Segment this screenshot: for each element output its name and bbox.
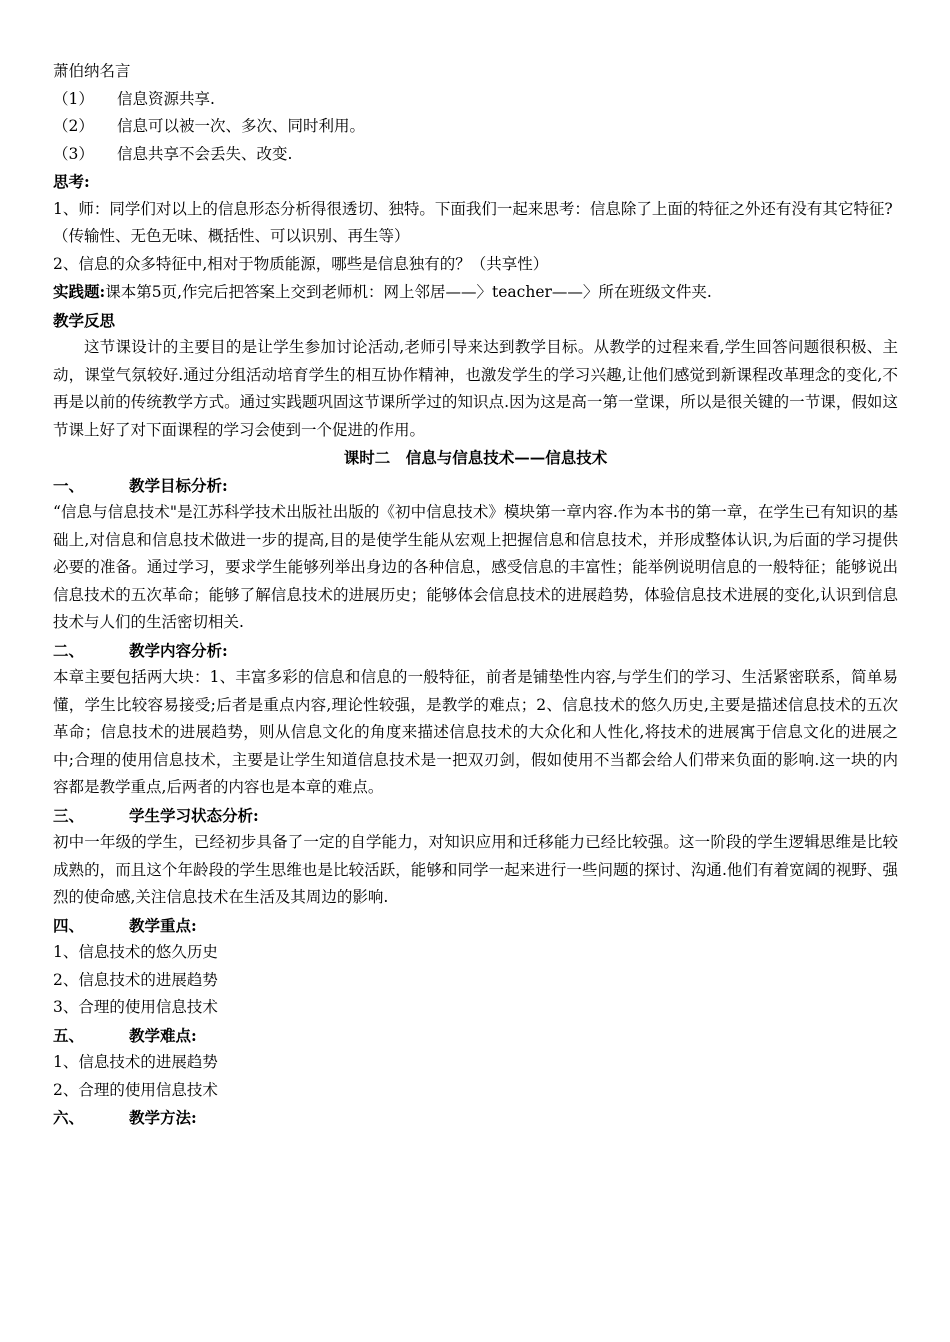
list-item: 1、信息技术的进展趋势 [53,1053,218,1071]
think-answer-1: （传输性、无色无味、概括性、可以识别、再生等） [53,227,410,245]
section-title: 教学方法: [129,1108,197,1127]
list-item [53,86,898,114]
think-question-2: 2、信息的众多特征中,相对于物质能源，哪些是信息独有的？（共享性） [53,254,549,273]
list-item: 2、合理的使用信息技术 [53,1080,218,1099]
practice-text: 课本第5页,作完后把答案上交到老师机：网上邻居——〉teacher——〉所在班级文件夹. [105,283,712,301]
item-number: （1） [53,89,94,108]
reflection-heading: 教学反思 [53,310,116,330]
section-title: 学生学习状态分析: [129,805,259,825]
section-body: 初中一年级的学生，已经初步具备了一定的自学能力，对知识应用和迁移能力已经比较强。这一阶段的学生逻辑思维是比较成熟的，而且这个年龄段的学生思维也是比较活跃，能够和同学一起来进行一些问题的探讨、沟通.他们有着宽阔的视野、强烈的使命感,关注信息技术在生活及其周边的影响. [53,833,898,906]
section-body: “信息与信息技术"是江苏科学技术出版社出版的《初中信息技术》模块第一章内容.作为本书的第一章，在学生已有知识的基础上,对信息和信息技术做进一步的提高,目的是使学生能从宏观上把握信息和信息技术，并形成整体认识,为后面的学习提供必要的准备。通过学习，要求学生能够列举出身边的各种信息，感受信息的丰富性；能举例说明信息的一般特征；能够说出信息技术的五次革命；能够了解信息技术的进展历史；能够体会信息技术的进展趋势，体验信息技术进展的变化,认识到信息技术与人们的生活密切相关. [53,503,898,631]
item-text: 信息资源共享. [117,89,215,108]
section-heading [53,1022,898,1050]
document-page [53,58,898,1132]
list-item [53,113,898,141]
section-number: 五、 [53,1025,85,1045]
think-heading: 思考: [53,172,90,191]
section-number: 四、 [53,915,85,935]
reflection-body: 这节课设计的主要目的是让学生参加讨论活动,老师引导来达到教学目标。从教学的过程来看,学生回答问题很积极、主动，课堂气氛较好.通过分组活动培育学生的相互协作精神，也激发学生的学习兴趣,让他们感觉到新课程改革理念的变化,不再是以前的传统教学方式。通过实践题巩固这节课所学过的知识点.因为这是高一第一堂课，所以是很关键的一节课，假如这节课上好了对下面课程的学习会使到一个促进的作用。 [53,338,898,439]
author-line: 萧伯纳名言 [53,62,131,80]
section-heading [53,637,898,665]
section-number: 三、 [53,805,85,825]
list-item: 1、信息技术的悠久历史 [53,943,218,961]
list-item [53,141,898,169]
section-number: 六、 [53,1108,85,1127]
practice-label: 实践题: [53,282,106,301]
item-text: 信息共享不会丢失、改变. [117,144,293,163]
item-number: （3） [53,144,94,163]
section-number: 一、 [53,475,85,495]
lesson-title: 课时二 信息与信息技术——信息技术 [343,448,608,467]
section-title: 教学重点: [129,915,197,935]
item-number: （2） [53,117,94,135]
section-title: 教学难点: [129,1025,197,1045]
think-question-1: 1、师：同学们对以上的信息形态分析得很透切、独特。下面我们一起来思考：信息除了上面的特征之外还有没有其它特征? [53,199,893,218]
section-heading [53,802,898,830]
section-heading [53,472,898,500]
list-item: 2、信息技术的进展趋势 [53,970,218,989]
practice-line [53,278,898,307]
item-text: 信息可以被一次、多次、同时利用。 [117,117,366,135]
section-title: 教学目标分析: [129,475,228,495]
list-item: 3、合理的使用信息技术 [53,998,218,1016]
section-heading [53,1104,898,1132]
section-body: 本章主要包括两大块：1、丰富多彩的信息和信息的一般特征，前者是铺垫性内容,与学生们的学习、生活紧密联系，简单易懂，学生比较容易接受;后者是重点内容,理论性较强，是教学的难点；2、信息技术的悠久历史,主要是描述信息技术的五次革命；信息技术的进展趋势，则从信息文化的角度来描述信息技术的大众化和人性化,将技术的进展寓于信息文化的进展之中;合理的使用信息技术，主要是让学生知道信息技术是一把双刃剑，假如使用不当都会给人们带来负面的影响.这一块的内容都是教学重点,后两者的内容也是本章的难点。 [53,668,898,796]
section-number: 二、 [53,640,85,660]
section-title: 教学内容分析: [129,640,228,660]
section-heading [53,912,898,940]
